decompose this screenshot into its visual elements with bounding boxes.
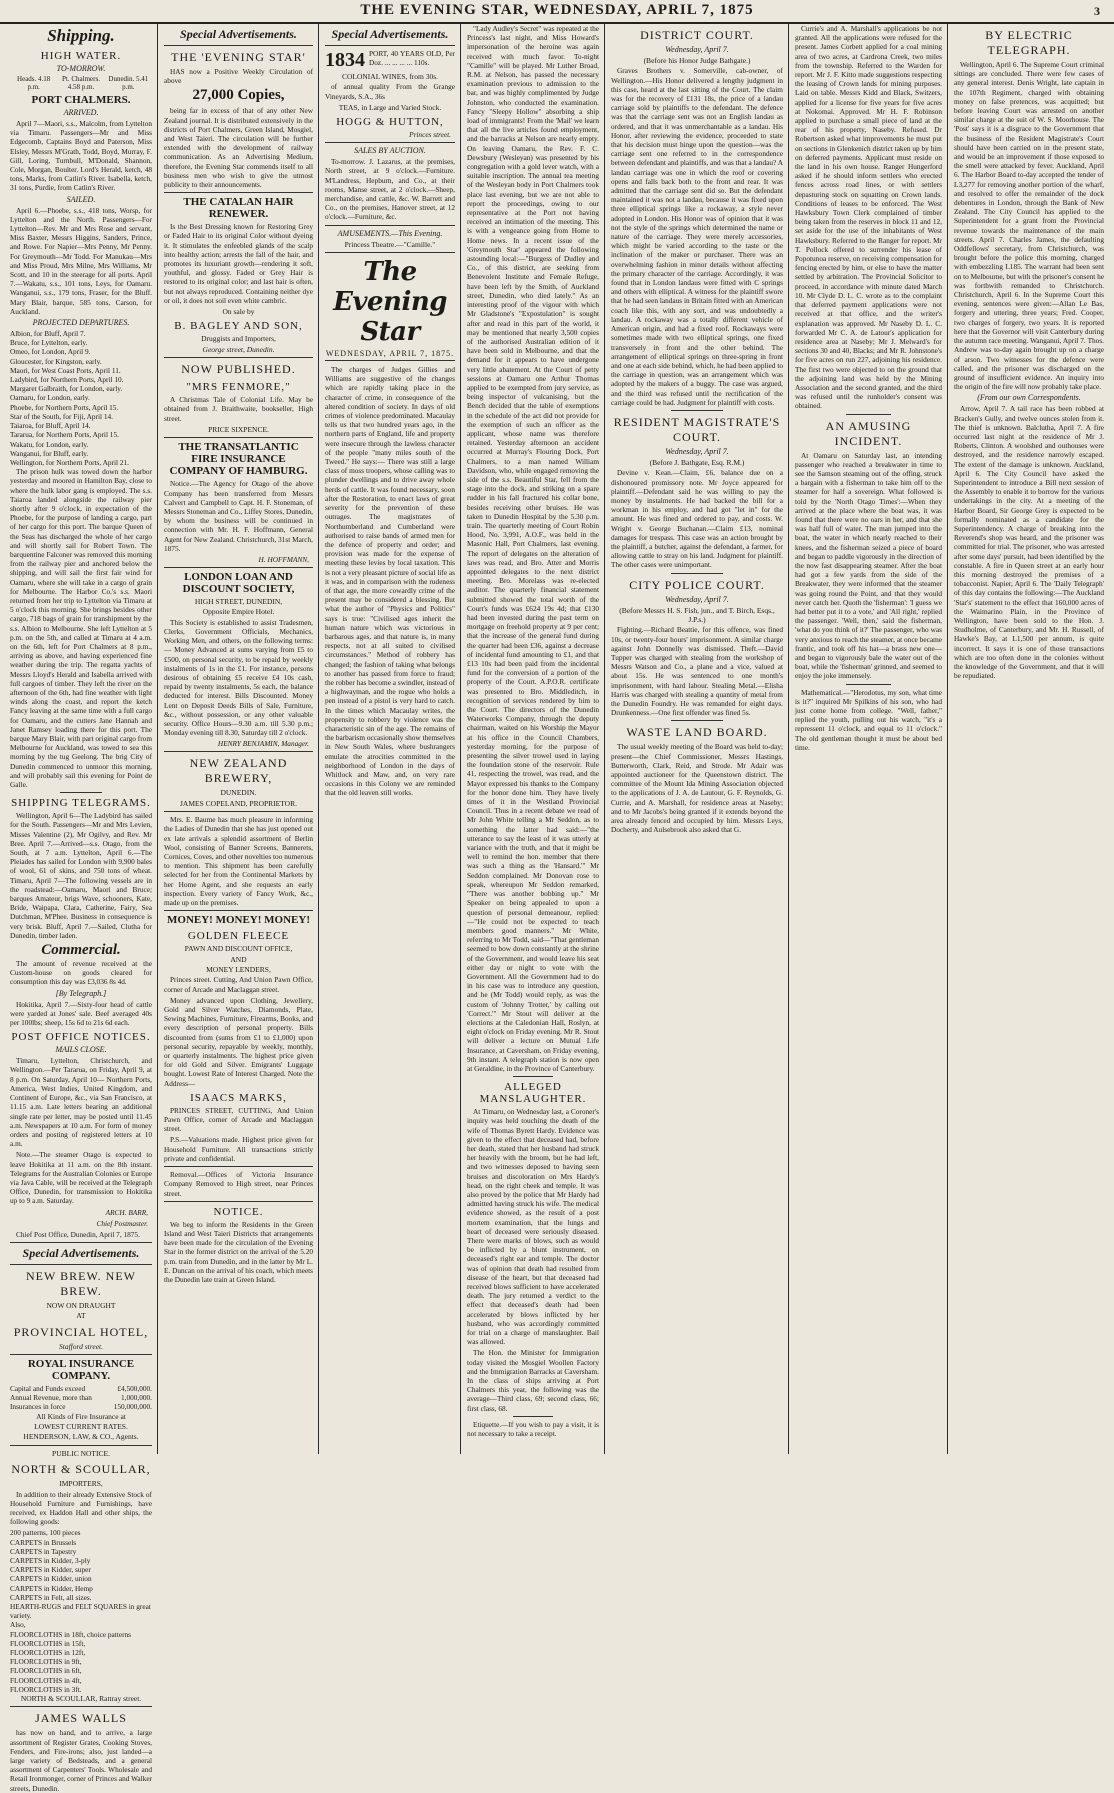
column-local-news	[463, 24, 603, 1454]
list-item: CARPETS in Kidder, 3-ply	[10, 1556, 91, 1566]
column-continued	[791, 24, 946, 1454]
list-item: FLOORCLOTHS in 18ft, choice patterns	[10, 1629, 131, 1639]
ad-line: IMPORTERS,	[59, 1479, 103, 1489]
ad-heading: LONDON LOAN AND DISCOUNT SOCIETY,	[182, 570, 295, 595]
departures-list	[10, 329, 152, 467]
masthead-title: THE EVENING STAR, WEDNESDAY, APRIL 7, 1875	[360, 2, 754, 18]
subhead: SALES BY AUCTION.	[354, 146, 426, 156]
divider	[164, 437, 313, 438]
divider	[164, 751, 313, 752]
list-item: FLOORCLOTHS in 6ft,	[10, 1666, 82, 1676]
list-item: Oamaru, for London, early.	[10, 393, 90, 403]
section-title: Shipping.	[47, 26, 115, 45]
ad-heading: THE 'EVENING STAR'	[171, 50, 306, 64]
ad-text: Princes street. Cutting, And Union Pawn Office, corner of Arcade and Maclaggan street.	[164, 975, 313, 994]
ad-line: AT	[76, 1311, 86, 1321]
article-heading: CITY POLICE COURT.	[629, 577, 765, 592]
leader-article: The charges of Judges Gillies and Williams are suggestive of the changes which are rapidly taking place in the character of crime, in consequence of the altered condition of society. In days of old crimes of violence predominated. Macaulay tells us that two hundred years ago, in the northern parts of England, life and property were insecure through the lawless character of the people "many miles south of the Tweed." He says:— There was still a large class of moss troopers, whose calling was to plunder dwellings and to drive away whole herds of cattle. It was found necessary, soon after the Restoration, to enact laws of great severity for the prevention of these outrages. The magistrates of Northumberland and Cumberland were authorised to raise bands of armed men for the defence of property and order; and provision was made for the expense of meeting these levies by local taxation. This is not a very pleasant picture of social life as it was, and in comparison with the rudeness of that age, the more cowardly crime of the present may be considered a blessing. But what the author of "Physics and Politics" says is true: "Civilised ages inherit the human nature which was victorious in barbarous ages, and that nature is, in many respects, not at all suited to civilised circumstances." Method of robbery has changed; the fashion of taking what belongs to another has passed from force to fraud; the robber has become a swindler, instead of a highwayman, and the rogue who holds a pen instead of a pistol is very hard to catch. In the times which Macaulay writes, the propensity to robbery by violence was the characteristic sin of the age. The remains of the barbarism occasionally show themselves in New South Wales, where bushrangers emulate the atrocities committed in the neighborhood of London in the days of Whitlock and Maw, and, on very rare occasions in this Colony we are reminded that the old leaven still works.	[325, 365, 455, 798]
article-text: The usual weekly meeting of the Board was held to-day; present—the Chief Commissioner, Messrs Hastings, Butterworth, Clark, Reid, and Strode. Mr Adair was appointed auctioneer for the Queenstown district. The committee of the Mount Ida Mining Association objected to the applications of J. A. de Lautour, G. F. Reynolds, G. Currie, and A. Marshall, for residence areas at Naseby; and to Mr Jacobs's being granted if it extends beyond the area already fenced and occupied by him. Messrs Leys, Docherty, and Aulsebrook also asked that G.	[611, 742, 783, 835]
shipping-news: The prison hulk was towed down the harbor yesterday and moored in Hamilton Bay, close to where the hulk labor gang is employed. The s.s. Taiaroa landed alongside the railway pier shortly after 9 o'clock, in expectation of the Phoebe, for the purpose of landing a cargo, part of her cargo for this port. The barque Queen of the Seas has discharged the whole of her cargo and will shortly sail for Robert Town. The barquentine Falconer was removed this morning from the railway pier and anchored below the shipping, and will sail the first fair wind for Oamaru, where she will take in a cargo of grain for Melbourne. The Harbor Co.'s s.s. Maori returned from her trip to Lyttelton via Timaru at 5 o'clock this morning. She brings besides other cargo, 718 bags of grain for transhipment by the s.s. Albion to Melbourne. She left Lyttelton at 5 p.m. on the 5th, and called at Timaru at 4 a.m. on the 6th, left for Port Chalmers at 8 p.m., arriving as above, and having experienced fine weather during the trip. The regatta yachts of Messrs Lloyd's Herald and Isabella arrived with full cargoes of timber. They left the river on the afternoon of the 6th, had fine weather with light winds along the coast, and report the ketch Fancy leaving at the same time with a full cargo for Oamaru, and the cutters Jane Hannah and Janet Ramsey loading there for this port. The barque Mary Blair, with part original cargo from Melbourne for Auckland, was towed to sea this morning by the tug Geelong. The brig City of Dunedin commenced to unmoor this morning, and will probably sail this evening for Point de Galle.	[10, 467, 152, 790]
ad-text: PRINCES STREET, CUTTING, And Union Pawn Office, corner of Arcade and Maclaggan street.	[164, 1105, 313, 1134]
telegraph-text: Arrow, April 7. A tail race has been robbed at Bracken's Gully, and twelve ounces stolen from it. The thief is unknown. Balclutha, April 7. A fire occurred last night at the residence of Mr J. Roberts, Clinton. A woolshed and outhouses were destroyed, and the residence narrowly escaped. The extent of the damage is unknown. Auckland, April 6. The City Council have asked the Superintendent to introduce a Bill next session of the Assembly to enable it to borrow for the various undertakings in the city. At a meeting of the Harbor Board, Sir George Grey is expected to be formally nominated as a candidate for the Superintendency. A charge of breaking into the Reverend's shop was heard, and the prisoner was committed for trial. The prisoner, who was arrested after some days' pursuit, had been identified by the constable. A fire in Queen street at an early hour this morning destroyed the premises of a tobacconist. Napier, April 6. The 'Daily Telegraph' of this day contains the following:—The Auckland 'Star's' statement to the effect that 160,000 acres of the Waimarino Plain, in the Province of Wellington, have been sold to the Hon. J. Studholme, of Canterbury, and Mr. H. Russell, of Hawke's Bay, at L1,500 per annum, is quite incorrect. It says it is one of those transactions which are too often done in the colonies without the knowledge of the Government, and that it will be repudiated.	[954, 404, 1104, 681]
ad-heading: PROVINCIAL HOTEL,	[13, 1324, 149, 1339]
ad-text: Removal.—Offices of Victoria Insurance Company Removed to High street, near Princes street.	[164, 1170, 313, 1198]
list-item: Ladybird, for Northern Ports, April 10.	[10, 375, 124, 385]
column-rule	[788, 24, 789, 1454]
list-item: CARPETS in Felt, all sizes.	[10, 1592, 92, 1602]
signature: Chief Postmaster.	[96, 1218, 148, 1228]
ad-line: PAWN AND DISCOUNT OFFICE,	[184, 944, 293, 954]
subhead: Wednesday, April 7.	[665, 446, 729, 456]
list-item: Taiaroa, for Bluff, April 14.	[10, 421, 91, 431]
section-title: Commercial.	[41, 942, 121, 959]
telegrams-text: Wellington, April 6—The Ladybird has sailed for the South. Passengers—Mr and Mrs Levien, Misses Valentine (2), Mr Ogilvy, and Rev. Mr Bree. April 7.—Arrived—s.s. Otago, from the South, at 7 a.m. Lyttelton, April 6.—The Pleiades has sailed for London with 9,900 bales of wool, 61 of skins, and 750 tons of wheat. Timaru, April 7—The following vessels are in the roadstead:—Oamaru, Maori and Bruce; barques Amateur, brigs Wave, schooners, Kate, Bride, Waipapa, Clara, Catherine, Fairy, Sea Dutchman, M'Phee. Business in consequence is very brisk. Bluff, April 7.—Sailed, Clutha for Dunedin, timber laden.	[10, 811, 152, 940]
ad-line: NORTH & SCOULLAR, Rattray street.	[20, 1694, 142, 1704]
column-rule	[947, 24, 948, 1454]
list-item: Maori, for West Coast Ports, April 11.	[10, 365, 121, 375]
subhead: PROJECTED DEPARTURES.	[32, 318, 130, 328]
subhead: [By Telegraph.]	[55, 988, 107, 998]
ad-line: On sale by	[222, 307, 255, 317]
ad-line: Druggists and Importers,	[201, 334, 276, 344]
local-news: "Lady Audley's Secret" was repeated at the Princess's last night, and Miss Howard's impersonation of the heroine was again received with much favor. To-night "Camille" will be played. Mr Luther Broad, R.M. at Nelson, has passed the necessary examination previous to admission to the bar, and was highly complimented by Judge Johnston, who conducted the examination. Fancy "Sleepy Hollow" absorbing a ship load of immigrants! From the 'Mail' we learn that all the live articles found employment, and the barracks at Nelson are nearly empty. On leaving Oamaru, the Rev. F. C. Dewsbury (Wesleyan) was presented by his congregation with a gold lever watch, with a suitable inscription. The annual tea meeting of the Wesleyan body in Port Chalmers took place last evening, but we are not able to report the proceedings, owing to our representative at the Port not having received an intimation of the meeting. This is with a vengeance going from Home to Home news. In a recent issue of the 'Greymouth Star' appeared the following astounding local:—"Burgess of Dudley and Co., of this district, are seeking from Benevolent Institute and Female Refuge, have been left by the Smith, of Auckland street, Dunedin, who died lately." As an interesting proof of the vigour with which Mr Gladstone's "Expostulation" is sought after and read in this part of the world, it may be mentioned that nearly 3,500 copies of the authorised Australian edition of it have been sold in Melbourne, and that the demand for it appears to have undergone very little abatement. At the Court of petty sessions at Oamaru one Arthur Thomas applied to be exempted from jury service, as being inspector of vulcanising, but the Bench decided that the table of exemptions in the schedule of the act did not provide for the exemption of such an officer as the applicant, whose name was therefore retained. Yesterday afternoon an accident occurred at Murray's Flouring Dock, Port Chalmers, to a man named William Davidson, who, while engaged removing the side of the s.s. Beautiful Star, fell from the stage into the dock, and striking on a spare rudder in his fall fractured his collar bone, besides receiving other bruises. He was taken to Dunedin Hospital by the 5.30 p.m. train. The quarterly meeting of Court Robin Hood, No. 3,991, A.O.F., was held in the Masonic Hall, Port Chalmers, last evening. The report of delegates on the alteration of laws was read, and Bro. Atter and Morris appointed delegates to the next district meeting. Bro. Morelass was re-elected auditor. The quarterly financial statement submitted showed the total worth of the Court's funds was £624 19s 4d; that £130 had been invested during the past term on mortgage on freehold property at 9 per cent; that the increase of the general fund during the quarter had been £36, against a decrease of incidental fund amounting to £1, and that £13 10s had been paid from the incidental fund for the conversion of a portion of the property of the Court. A.P.O.R. certificate was presented to Bro. Middleditch, in recognition of services rendered by him to the Court. The directors of the Dunedin Waterworks Company, through the deputy chairman, waited on his Worship the Mayor at his office in the Council Chambers, yesterday morning, for the purpose of presenting the silver trowel used in laying the foundation stone of the reservoir. Rule 41, respecting the trowel, was read, and the Mayor expressed his thanks to the Company for the honor done him. They have lively times of it in the Westland Provincial Council. Thus in a recent debate we read of Mr John White telling a Mr Seddon, as to something the latter had said:—"the utterance to say the least of it was utterly at variance with the truth, and that it might be well to remind the hon. member that there was such a thing as the 'Hansard.'" Mr Seddon complained. Mr Donovan rose to speak, whereupon Mr Seddon remarked, "There was another bobbing up." Mr Speaker on being appealed to upon a question of personal demeanour, replied:—"He could not be expected to teach members good manners." Mr White, referring to Mr Todd, said—"That gentleman seemed to bow down constantly at the shrine of the Government, and would leave his seat either day or night to vote with the Government. All the Government had to do in his case was to introduce any question, and he (Mr Todd) would reply, as was the custom of 'Johnny Trotter,' by calling out 'Correct.'" Mr Stout will deliver at the elections at the Caledonian Hall, Roslyn, at eight o'clock on Friday evening. Mr R. Stout will deliver a lecture on Mutual Life Insurance, at Caversham, on Friday evening, 9th instant. A telegraph station is now open at Geraldine, in the Province of Canterbury.	[467, 24, 599, 1073]
article-text: Currie's and A. Marshall's applications be not granted. All the applications were refused for the present. James Corbett applied for a coal mining area of two acres, at Cardrona Creek, two miles from the township. Referred to the Warden for report. Mr J. F. Kitto made suggestions respecting the leasing of Crown lands for mining purposes. Laid on table. Messrs Kidd and Black, Switzers, applied for a license for five years for five acres at Nokomai. Approved. Mr H. F. Robinson applied to purchase a small piece of land at the rear of his property, Naseby. Refused. Dr Robertson asked what improvements he must put on sections in Glenkenich district taken up by him on deferred payments. Applicant must reside on the land in his own house. Ranger Hungerford asked if he should inform settlers who erected fences across road lines, or with settlers depasturing stock on squatting on Crown lands. Conditions of leases to be enforced. The West Hawksbury Town Clerk complained of timber being taken from the reserves in block 11 and 12, set aside for the use of the inhabitants of West Hawksbury. Referred to the Ranger for report. Mr T. Pollock offered to surrender his lease of Popotunoa reserve, on receiving compensation for fencing erected by him, or else to have the matter settled by arbitration. The Provincial Solicitor to proceed, in accordance with minute dated March 10. Mr Clyde D. L. C. wrote as to the complaint that deferred payment applications were not received at that office, and the writer's explanation was approved. Mr Naseby D. L. C. forwarded Mr C. A. de Latour's application for residence area at Naseby; Mr J. Melward's for sections 30 and 40, Blacks; and Mr R. Johnstone's for five acres on run 227, adjoining his residence. The first two were objected to on the ground that the adjoining land was held by the Mining Association and the second granted, and the third was refused until the runholder's consent was obtained.	[795, 24, 942, 411]
ad-line: TEAS, in Large and Varied Stock.	[338, 102, 442, 112]
article-heading: ALLEGED MANSLAUGHTER.	[479, 1081, 587, 1106]
ad-text: A Christmas Tale of Colonial Life. May be obtained from J. Braithwaite, bookseller, High street.	[164, 395, 313, 423]
divider	[846, 414, 890, 415]
list-item: Star of the South, for Fiji, April 14.	[10, 411, 113, 421]
ad-line: Princess Theatre.—"Camille."	[344, 239, 436, 249]
signature: H. HOFFMANN,	[258, 554, 309, 564]
column-rule	[318, 24, 319, 1454]
article-heading: WASTE LAND BOARD.	[626, 725, 768, 740]
divider	[164, 357, 313, 358]
ad-heading: B. BAGLEY AND SON,	[174, 320, 303, 333]
divider	[513, 1416, 553, 1417]
amount-label: Annual Revenue, more than	[10, 1393, 92, 1403]
ad-heading: JAMES WALLS	[35, 1711, 127, 1726]
ad-heading: MONEY! MONEY! MONEY!	[167, 914, 310, 927]
ad-heading: ISAACS MARKS,	[190, 1091, 287, 1104]
divider	[10, 1242, 152, 1243]
column-telegraph	[950, 24, 1108, 1454]
subhead: ARRIVED.	[63, 108, 99, 117]
section-title: Special Advertisements.	[331, 27, 449, 41]
amount-value: 150,000,000.	[113, 1402, 152, 1412]
article-heading: BY ELECTRIC TELEGRAPH.	[985, 28, 1073, 57]
list-item: Tararua, for Northern Ports, April 15.	[10, 430, 119, 440]
list-item: FLOORCLOTHS in 4ft,	[10, 1675, 82, 1685]
subhead: Wednesday, April 7.	[665, 594, 729, 604]
subhead: POST OFFICE NOTICES.	[11, 1031, 151, 1044]
commercial-telegraph: Hokitika, April 7.—Sixty-four head of cattle were yarded at Jones' sale. Beef averaged 40s per 100lbs; sheep, 15s 6d to 21s 6d each.	[10, 999, 152, 1028]
ad-line: All Kinds of Fire Insurance at	[36, 1411, 126, 1421]
ad-heading: THE CATALAN HAIR RENEWER.	[183, 196, 294, 221]
list-item: Gloucester, for Kingston, early.	[10, 356, 102, 366]
divider	[846, 684, 890, 685]
ad-heading: NOW PUBLISHED.	[181, 362, 296, 377]
divider	[164, 1166, 313, 1167]
list-item: FLOORCLOTHS in 9ft,	[10, 1657, 82, 1667]
list-item: CARPETS in Tapestry	[10, 1546, 77, 1556]
list-item: Also,	[10, 1620, 26, 1630]
section-title: Special Advertisements.	[22, 1245, 140, 1260]
divider	[164, 567, 313, 568]
ad-line: Stafford street.	[58, 1341, 104, 1351]
ad-heading: NEW ZEALAND BREWERY,	[189, 756, 288, 786]
amount-label: Insurances in force	[10, 1402, 66, 1412]
divider	[325, 225, 455, 226]
page-number: 3	[1094, 4, 1100, 18]
divider	[10, 1354, 152, 1355]
ad-text: Money advanced upon Clothing, Jewellery, Gold and Silver Watches, Diamonds, Plate, Sewing Machines, Furniture, Firearms, Books, and every description of personal property. Bills discounted from (sums from £1 to £1,000) upon personal security, repayable by weekly, monthly, or quarterly instalments. The highest price given for old Gold and Silver. Emigrants' Luggage bought. Lowest Rate of Interest Charged. Note the Address—	[164, 995, 313, 1088]
amount-row	[10, 1384, 152, 1393]
ad-line: AND	[230, 954, 247, 964]
list-item: Wellington, for Northern Ports, April 21.	[10, 457, 129, 467]
ad-heading: NOTICE.	[213, 1205, 264, 1218]
ad-line: PRICE SIXPENCE.	[208, 424, 269, 434]
sailed-text: April 6.—Phoebe, s.s., 418 tons, Worsp, for Lyttelton and the North. Passengers—For Lyttelton—Rev. Mr and Mrs Rose and servant, Miss Baxter, Messrs Higgins, Sanders, Prince, and Rowe. For Napier—Mrs Penny, Mr Penny. For Greymouth—Mr Todd. For Manukau—Mrs and Miss Proud, Mrs Milne, Mrs Williams, Mr Scott, and 10 in the steerage for all ports. April 7.—Wakatu, s.s., 101 tons, Leys, for Oamaru. Wanganui, s.s., 179 tons, Fraser, for the Bluff. Mary Blair, barque, 585 tons, Carson, for Auckland.	[10, 205, 152, 316]
signature: HENRY BENJAMIN, Manager.	[217, 739, 309, 749]
ad-line: LOWEST CURRENT RATES.	[34, 1421, 128, 1431]
divider	[325, 252, 455, 253]
ad-line: (Before his Honor Judge Bathgate.)	[643, 56, 751, 65]
ad-text: Notice.—The Agency for Otago of the above Company has been transferred from Messrs Calvert and Campbell to Capt. H. F. Stoneman, of Messrs Stoneman and Co., Liffey Stores, Dunedin, by whom the business will be continued in connection with Mr. H. F. Hoffmann, General Agent for New Zealand. Christchurch, 31st March, 1875.	[164, 479, 313, 553]
subhead: PORT CHALMERS.	[31, 94, 131, 106]
ad-heading: THE TRANSATLANTIC FIRE INSURANCE COMPANY OF HAMBURG.	[169, 441, 308, 478]
list-item: Omeo, for London, April 9.	[10, 347, 91, 357]
divider	[513, 1076, 553, 1077]
subhead: SAILED.	[66, 194, 96, 204]
divider	[164, 45, 313, 46]
ad-line: (Before J. Bathgate, Esq. R.M.)	[649, 457, 745, 467]
ad-line: HIGH STREET, DUNEDIN,	[194, 596, 283, 606]
article-text: At Oamaru on Saturday last, an intending passenger who reached a breakwater in time to see the Samson steaming out of the offing, struck a bargain with a fisherman to take him off to the steamer for half a sovereign. What followed is told by the 'North Otago Times':—When they arrived at the place where the boat was, it was found that there were no oars in her, and that she was half full of water. The man jumped into the boat, the water in which nearly reached to their knees, and the fisherman seized a piece of board and began to paddle vigorously in the direction of the now fast disappearing steamer. After the boat had got a few yards from the side of the Breakwater, they were informed that the steamer was going round the Point, and that they would never catch her. Quoth the 'fisherman': 'I guess we had better put it to a vote,' and 'All right,' replied the passenger. 'Well, then,' said the fisherman, 'what do you think of it?' The passenger, who was very anxious to reach the steamer, at once became frantic, and took off his hat—a brass new one—and began to vigorously bale the water out of the boat, while the 'fisherman' grinned, and seemed to enjoy the joke immensely.	[795, 450, 942, 681]
carpet-list	[10, 1528, 152, 1694]
list-item: Bruce, for Lyttelton, early.	[10, 338, 88, 348]
ad-line: DUNEDIN.	[220, 788, 257, 798]
note-text: Note.—The steamer Otago is expected to leave Hokitika at 11 a.m. on the 8th instant. Telegrams for the Australian Colonies or Europe via Java Cable, will be received at the Telegraph Office, Dunedin, for transmission to Hokitika up to 9 a.m. Saturday.	[10, 1150, 152, 1206]
ad-heading: HOGG & HUTTON,	[336, 116, 444, 129]
list-item: FLOORCLOTHS in 3ft.	[10, 1684, 82, 1694]
subhead: Wednesday, April 7.	[665, 45, 729, 54]
article-heading: AN AMUSING INCIDENT.	[825, 418, 912, 448]
ad-text: Mrs. E. Baume has much pleasure in informing the Ladies of Dunedin that she has just opened out ex late arrivals a splendid assortment of Berlin Wool, consisting of Banner Screens, Bannerets, Cornices, Coves, and other novelties too numerous to mention. This shipment has been carefully selected for her from the Continental Markets by her Home Agent, and she requests an early inspection. Every variety of Fancy Work, &c., made up on the premises.	[164, 815, 313, 908]
article-text: Graves Brothers v. Somerville, cab-owner, of Wellington.—His Honor delivered a lengthy judgment in this case, heard at the last sitting of the Court. The claim was for the recovery of £131 18s, the price of a landau carriage sold by plaintiffs to the defendant. The defence was that the carriage sent was not an English landau as ordered, and that it was unmerchantable as a landau. His Honor, after reviewing the evidence, proceeded to state that his decision must hinge upon the question—was the carriage sent one referred to in the correspondence between defendant and plaintiffs, and was that a landau? A landau carriage was one in which the roof or covering opens and falls back both to the front and rear. It was admitted that the carriage sent did so. But the defendant maintained it was not a landau, because it was fixed upon three elliptical springs like a rockaway, a style never adopted in London. His Honor was of opinion that it was not the style of the springs which determined the name or nature of the carriage. They were merely accessories, which might be varied according to the taste or the inclination of the maker or purchaser. There was an overwhelming fashion in minor details without affecting the primary character of the carriage. Accordingly, it was found that in London landaus were fitted with C springs and others with elliptical. A witness for the plaintiff swore that he had seen landaus in Britain fitted with an American coach like this, with any sort, and was undoubtedly a landau. A rockaway was a totally different vehicle of American origin, and had a fixed roof. Rockaways were sometimes made with two elliptical springs, one fixed transversely in front and the other behind. The arrangement of elliptical springs on three-spring in front and one at each side behind, which, he had been applied to the carriage in question, was an arrangement which was adopted by the makers of a buggy. The case was argued, and the third was refused until the rectification of the carriage could be had. Judgment for plaintiff with costs.	[611, 66, 783, 407]
arrived-text: April 7—Maori, s.s., Malcolm, from Lyttelton via Timaru. Passengers—Mr and Miss Edgecomb, Captains Boyd and Paterson, Miss Elsley, Messrs M'Grath, Todd, Boyd, Murray, F. Gill, Loring, Turnbull, M'Donald, Shannon, Cole, Morgan, Boulter. Lord's Herald, ketch, 48 tons, Marks, from Catlin's River. Isabella, ketch, 31 tons, Purdie, from Catlin's River.	[10, 119, 152, 193]
ad-line: PUBLIC NOTICE.	[52, 1448, 110, 1458]
ad-line: NOW ON DRAUGHT	[46, 1300, 116, 1310]
article-heading: RESIDENT MAGISTRATE'S COURT.	[613, 414, 781, 444]
list-item: HEARTH-RUGS and FELT SQUARES in great variety.	[10, 1602, 151, 1621]
ad-text: being far in excess of that of any other New Zealand journal. It is distributed extensively in the districts of Port Chalmers, Green Island, Mosgiel, and West Taieri. The circulation will be further extended with the development of railway communication. As an Advertising Medium, therefore, the Evening Star commends itself to all business men who wish to give the utmost publicity to their announcements.	[164, 106, 313, 190]
ad-text: We beg to inform the Residents in the Green Island and West Taieri Districts that arrangements have been made for the circulation of the Evening Star in the former district on the arrival of the 5.20 p.m. train from Dunedin, and in the latter by Mr L. E. Duncan on the arrival of his coach, which meets the Dunedin late train at Green Island.	[164, 1219, 313, 1284]
signature-date: Chief Post Office, Dunedin, April 7, 1875.	[16, 1229, 140, 1239]
article-text: At Timaru, on Wednesday last, a Coroner's inquiry was held touching the death of the wife of Thomas Byrett Hardy. Evidence was given to the effect that deceased had, before her death, stated that her husband had struck her heavily with the broom, but he had left, and two witnesses deposed to having seen bruises and discoloration on Mrs Hardy's head, on the right cheek and temple. It was also proved by the police that Mr Hardy had admitted having struck his wife. The medical evidence showed, as the result of a post mortem examination, that the lungs and heart of deceased were seriously diseased. There were marks of blows, such as would be inflicted by a blunt instrument, on deceased's right ear and temple. The doctor was of opinion that death had resulted from disease of the heart, but that deceased had received blows sufficient to have accelerated death. The jury returned a verdict to the effect that deceased's death had been accelerated by blows inflicted by her husband, who was accordingly committed for trial on a charge of manslaughter. Bail was allowed.	[467, 1107, 599, 1347]
column-leader	[321, 24, 459, 1454]
section-title: Special Advertisements.	[180, 27, 297, 41]
port-ad	[325, 49, 455, 72]
column-courts	[607, 24, 787, 1454]
port-year: 1834	[325, 49, 365, 71]
tide-cell: Pt. Chalmers. 4.58 p.m.	[62, 75, 100, 91]
list-item: Phoebe, for Northern Ports, April 15.	[10, 402, 119, 412]
list-item: CARPETS in Kidder, Hemp	[10, 1583, 93, 1593]
subhead: TO-MORROW.	[56, 64, 106, 73]
subhead: MAILS CLOSE.	[55, 1045, 107, 1055]
ad-line: Princes street.	[409, 130, 451, 140]
ad-line: Opposite Empire Hotel.	[202, 607, 275, 617]
column-rule	[460, 24, 461, 1454]
column-shipping	[6, 24, 156, 1793]
ad-text: PORT, 40 YEARS OLD, Per Doz. ... ... ... ... 110s.	[369, 49, 455, 68]
amount-row	[10, 1402, 152, 1411]
divider	[164, 1201, 313, 1202]
ad-heading: "MRS FENMORE,"	[186, 381, 291, 394]
ad-line: JAMES COPELAND, PROPRIETOR.	[180, 798, 297, 808]
column-advertisements	[160, 24, 317, 1454]
signature: ARCH. BARR,	[105, 1207, 148, 1217]
list-item: CARPETS in Kidder, union	[10, 1574, 92, 1584]
divider	[164, 192, 313, 193]
subhead: (From our own Correspondents.	[977, 393, 1081, 403]
list-item: Wanganui, for Bluff, early.	[10, 448, 89, 458]
ad-heading: ROYAL INSURANCE COMPANY.	[27, 1357, 135, 1382]
ad-line: (Before Messrs H. S. Fish, jun., and T. Birch, Esqs., J.P.s.)	[619, 605, 775, 624]
article-text: Etiquette.—If you wish to pay a visit, it is not necessary to take a receipt.	[467, 1419, 599, 1439]
subhead: SHIPPING TELEGRAMS.	[11, 797, 151, 810]
divider	[60, 792, 103, 793]
divider	[10, 1445, 152, 1446]
ad-text: Is the Best Dressing known for Restoring Grey or Faded Hair to its original Color without dyeing it. It stimulates the enfeebled glands of the scalp into healthy action; arrests the fall of the hair, and promotes its luxuriant growth—rendering it soft, youthful, and glossy. Faded or Grey Hair is restored to its original color; and last hair is often, but not always reproduced. Containing neither dye or oil, it does not soil even white cambric.	[164, 222, 313, 305]
issue-date: WEDNESDAY, APRIL 7, 1875.	[325, 349, 455, 361]
divider	[10, 1706, 152, 1707]
commercial-text: The amount of revenue received at the Custom-house on goods cleared for consumption this day was £3,036 8s 4d.	[10, 959, 152, 987]
ad-text: This Society is established to assist Tradesmen, Clerks, Government Officials, Mechanics, Working Men, and others, on the following terms:— Money Advanced at sums varying from £5 to £500, on personal security, to be repaid by weekly instalments of 1s in the £1. For instance, persons desirous of obtaining £5 receive £4 10s cash, repaid by twenty instalments, 5s each, the balance deducted for interest. Bills Discounted. Money Lent on Deposit Deeds Bills of Sale, Furniture, &c., without possession, or any other valuable security. Office Hours—9.30 a.m. till 5.30 p.m.; Monday evening till 8.30, Saturday till 2 o'clock.	[164, 617, 313, 738]
ad-heading: NORTH & SCOULLAR,	[11, 1462, 151, 1477]
masthead	[0, 0, 1114, 24]
column-rule	[604, 24, 605, 1454]
telegraph-text: Wellington, April 6. The Supreme Court criminal sittings are concluded. There were few cases of any general interest. Denis Wright, late captain in the 107th Regiment, charged with obtaining money on false pretences, was acquitted; but before leaving Court was arrested on another similar charge at the suit of W. S. Moorhouse. The 'Post' says it is a disgrace to the Government that the business of the Resident Magistrate's Court should have been carried on in the present state, and would be an improvement if those exposed to the smell were attacked by fever. Auckland, April 6. The Harbor Board to-day accepted the tender of L3,277 for removing another portion of the wharf, and resolved to offer the remainder of the dock debentures in London, through the Bank of New Zealand. The City Council has applied to the Superintendent for a grant from the Provincial revenue towards the maintenance of the main streets. April 7. Charles James, the defaulting Oddfellows' secretary, from Christchurch, was brought before the police this morning, charged with embezzling L185. The warrant had been sent on to Melbourne, but with the prisoner's consent he was forthwith remanded to Christchurch. Christchurch, April 6. In the Supreme Court this evening, sentences were given:—Allan Le Bas, forgery and uttering, three years; Fred. Cooper, two charges of forgery, two years. It is reported here that the Governor will visit Canterbury during the autumn race meeting. Wanganui, April 7. Thos. Andrew was to-day again brought up on a charge of arson. Two witnesses for the defence were called, and the prisoner was discharged on the ground of insufficient evidence. An inquiry into the origin of the fire will now probably take place.	[954, 60, 1104, 392]
ad-line: MONEY LENDERS,	[206, 965, 271, 975]
article-text: The Hon. the Minister for Immigration today visited the Mosgiel Woollen Factory and the Immigration Barracks at Caversham. In the class of ships arriving at Port Chalmers this year, the following was the average—Third class, 69; second class, 66; first class, 68.	[467, 1348, 599, 1413]
article-text: Fighting.—Richard Beattie, for this offence, was fined 10s, or twenty-four hours' imprisonment. A similar charge against John Donnelly was dismissed. Theft.—David Tupper was charged with stealing from the workshop of Messrs Watson and Co., a plane and a vice, valued at about 15s. He was sentenced to one month's imprisonment, with hard labour. Stealing Metal.—Elisha Harris was charged with stealing a quantity of metal from the Dunedin Foundry. He was remanded for eight days. Drunkenness.—One first offender was fined 5s.	[611, 625, 783, 718]
tide-table	[10, 75, 152, 91]
article-text: Mathematical.—"Herodotus, my son, what time is it?" inquired Mr Spilkins of his son, who had just come home from college. "Well, father," replied the youth, pulling out his watch, "it's a repressent 11 o'clock, and equal to 11 o'clock." The old gentleman thought it must be about bed time.	[795, 687, 942, 752]
article-heading: DISTRICT COURT.	[640, 28, 754, 42]
article-text: Devine v. Kean.—Claim, £6, balance due on a dishonoured promissory note. Mr Joyce appeared for plaintiff.—Defendant said he was willing to pay the money by instalments. He had backed the bill for a workman in his employ, and had got "let in" for the amount. He was fined and ordered to pay, and costs. W. Wright v. George Buchanan.—Claim £13, nominal damages for trespass. This case was an action brought by the plaintiff, a butcher, against the defendant, a farmer, for allowing cattle to stray on his land. Judgment for plaintiff. The other cases were unimportant.	[611, 468, 783, 570]
divider	[671, 573, 723, 574]
column-rule	[157, 24, 158, 1454]
ad-line: HENDERSON, LAW, & CO., Agents.	[23, 1432, 139, 1442]
list-item: FLOORCLOTHS in 15ft,	[10, 1638, 86, 1648]
ad-text: P.S.—Valuations made. Highest price given for Household Furniture. All transactions strictly private and confidential.	[164, 1135, 313, 1163]
auction-text: To-morrow. J. Lazarus, at the premises, North street, at 9 o'clock.—Furniture. M'Landress, Hepburn, and Co., at their rooms, Manse street, at 2 o'clock.—Sheep, merchandise, and cattle, &c. W. Barrett and Co., on the premises, Hanover street, at 12 o'clock.—Furniture, &c.	[325, 157, 455, 222]
amount-value: 1,000,000.	[120, 1393, 152, 1403]
divider	[325, 142, 455, 143]
list-item: CARPETS in Brussels	[10, 1537, 77, 1547]
newspaper-nameplate: The Evening Star	[333, 257, 447, 348]
ad-text: of annual quality From the Grange Vineyards, S.A., 36s	[325, 82, 455, 101]
mails-text: Timaru, Lyttelton, Christchurch, and Wellington.—Per Tararua, on Friday, April 9, at 8 p.m. On Saturday, April 10— Northern Ports, America, West Indies, United Kingdom, and Continent of Europe, &c., via San Francisco, at 11.15 a.m. Late letters bearing an additional single rate per letter, may be posted until 11.45 a.m. Newspapers at 10 a.m. For form of money orders and posting of registered letters at 10 a.m.	[10, 1056, 152, 1149]
divider	[164, 910, 313, 911]
list-item: Margaret Galbraith, for London, early.	[10, 384, 123, 394]
ad-line: George street, Dunedin.	[202, 344, 275, 354]
ad-text: has now on hand, and to arrive, a large assortment of Register Grates, Cooking Stoves, Fenders, and Fire-irons; also, just landed—a large variety of Bedsteads, and a general assortment of Carpenters' Tools. Wholesale and Retail Ironmonger, corner of Princes and Walker streets, Dunedin.	[10, 1728, 152, 1793]
divider	[164, 811, 313, 812]
list-item: Wakatu, for London, early.	[10, 439, 89, 449]
amount-row	[10, 1393, 152, 1402]
ad-line: COLONIAL WINES, from 30s.	[341, 72, 439, 81]
ad-text: In addition to their already Extensive Stock of Household Furniture and Furnishings, have received, ex Haddon Hall and other ships, the following goods:	[10, 1489, 152, 1527]
subhead: AMUSEMENTS.—This Evening.	[337, 228, 443, 238]
ad-heading: GOLDEN FLEECE	[187, 930, 290, 943]
tide-cell: Dunedin. 5.41 p.m.	[108, 75, 149, 91]
amount-value: £4,500,000.	[117, 1383, 152, 1393]
list-item: CARPETS in Kidder, super	[10, 1565, 91, 1575]
list-item: 200 patterns, 100 pieces	[10, 1528, 81, 1538]
subhead: HIGH WATER.	[40, 50, 122, 62]
divider	[671, 410, 723, 411]
ad-heading: NEW BREW. NEW BREW.	[26, 1268, 136, 1298]
list-item: FLOORCLOTHS in 12ft,	[10, 1648, 86, 1658]
divider	[10, 1264, 152, 1265]
divider	[671, 720, 723, 721]
amount-label: Capital and Funds exceed	[10, 1383, 86, 1393]
circulation-figure: 27,000 Copies,	[192, 87, 285, 104]
ad-text: HAS now a Positive Weekly Circulation of above	[164, 67, 313, 86]
list-item: Albion, for Bluff, April 7.	[10, 329, 86, 339]
tide-cell: Heads. 4.18 p.m.	[17, 75, 51, 91]
divider	[325, 45, 455, 46]
